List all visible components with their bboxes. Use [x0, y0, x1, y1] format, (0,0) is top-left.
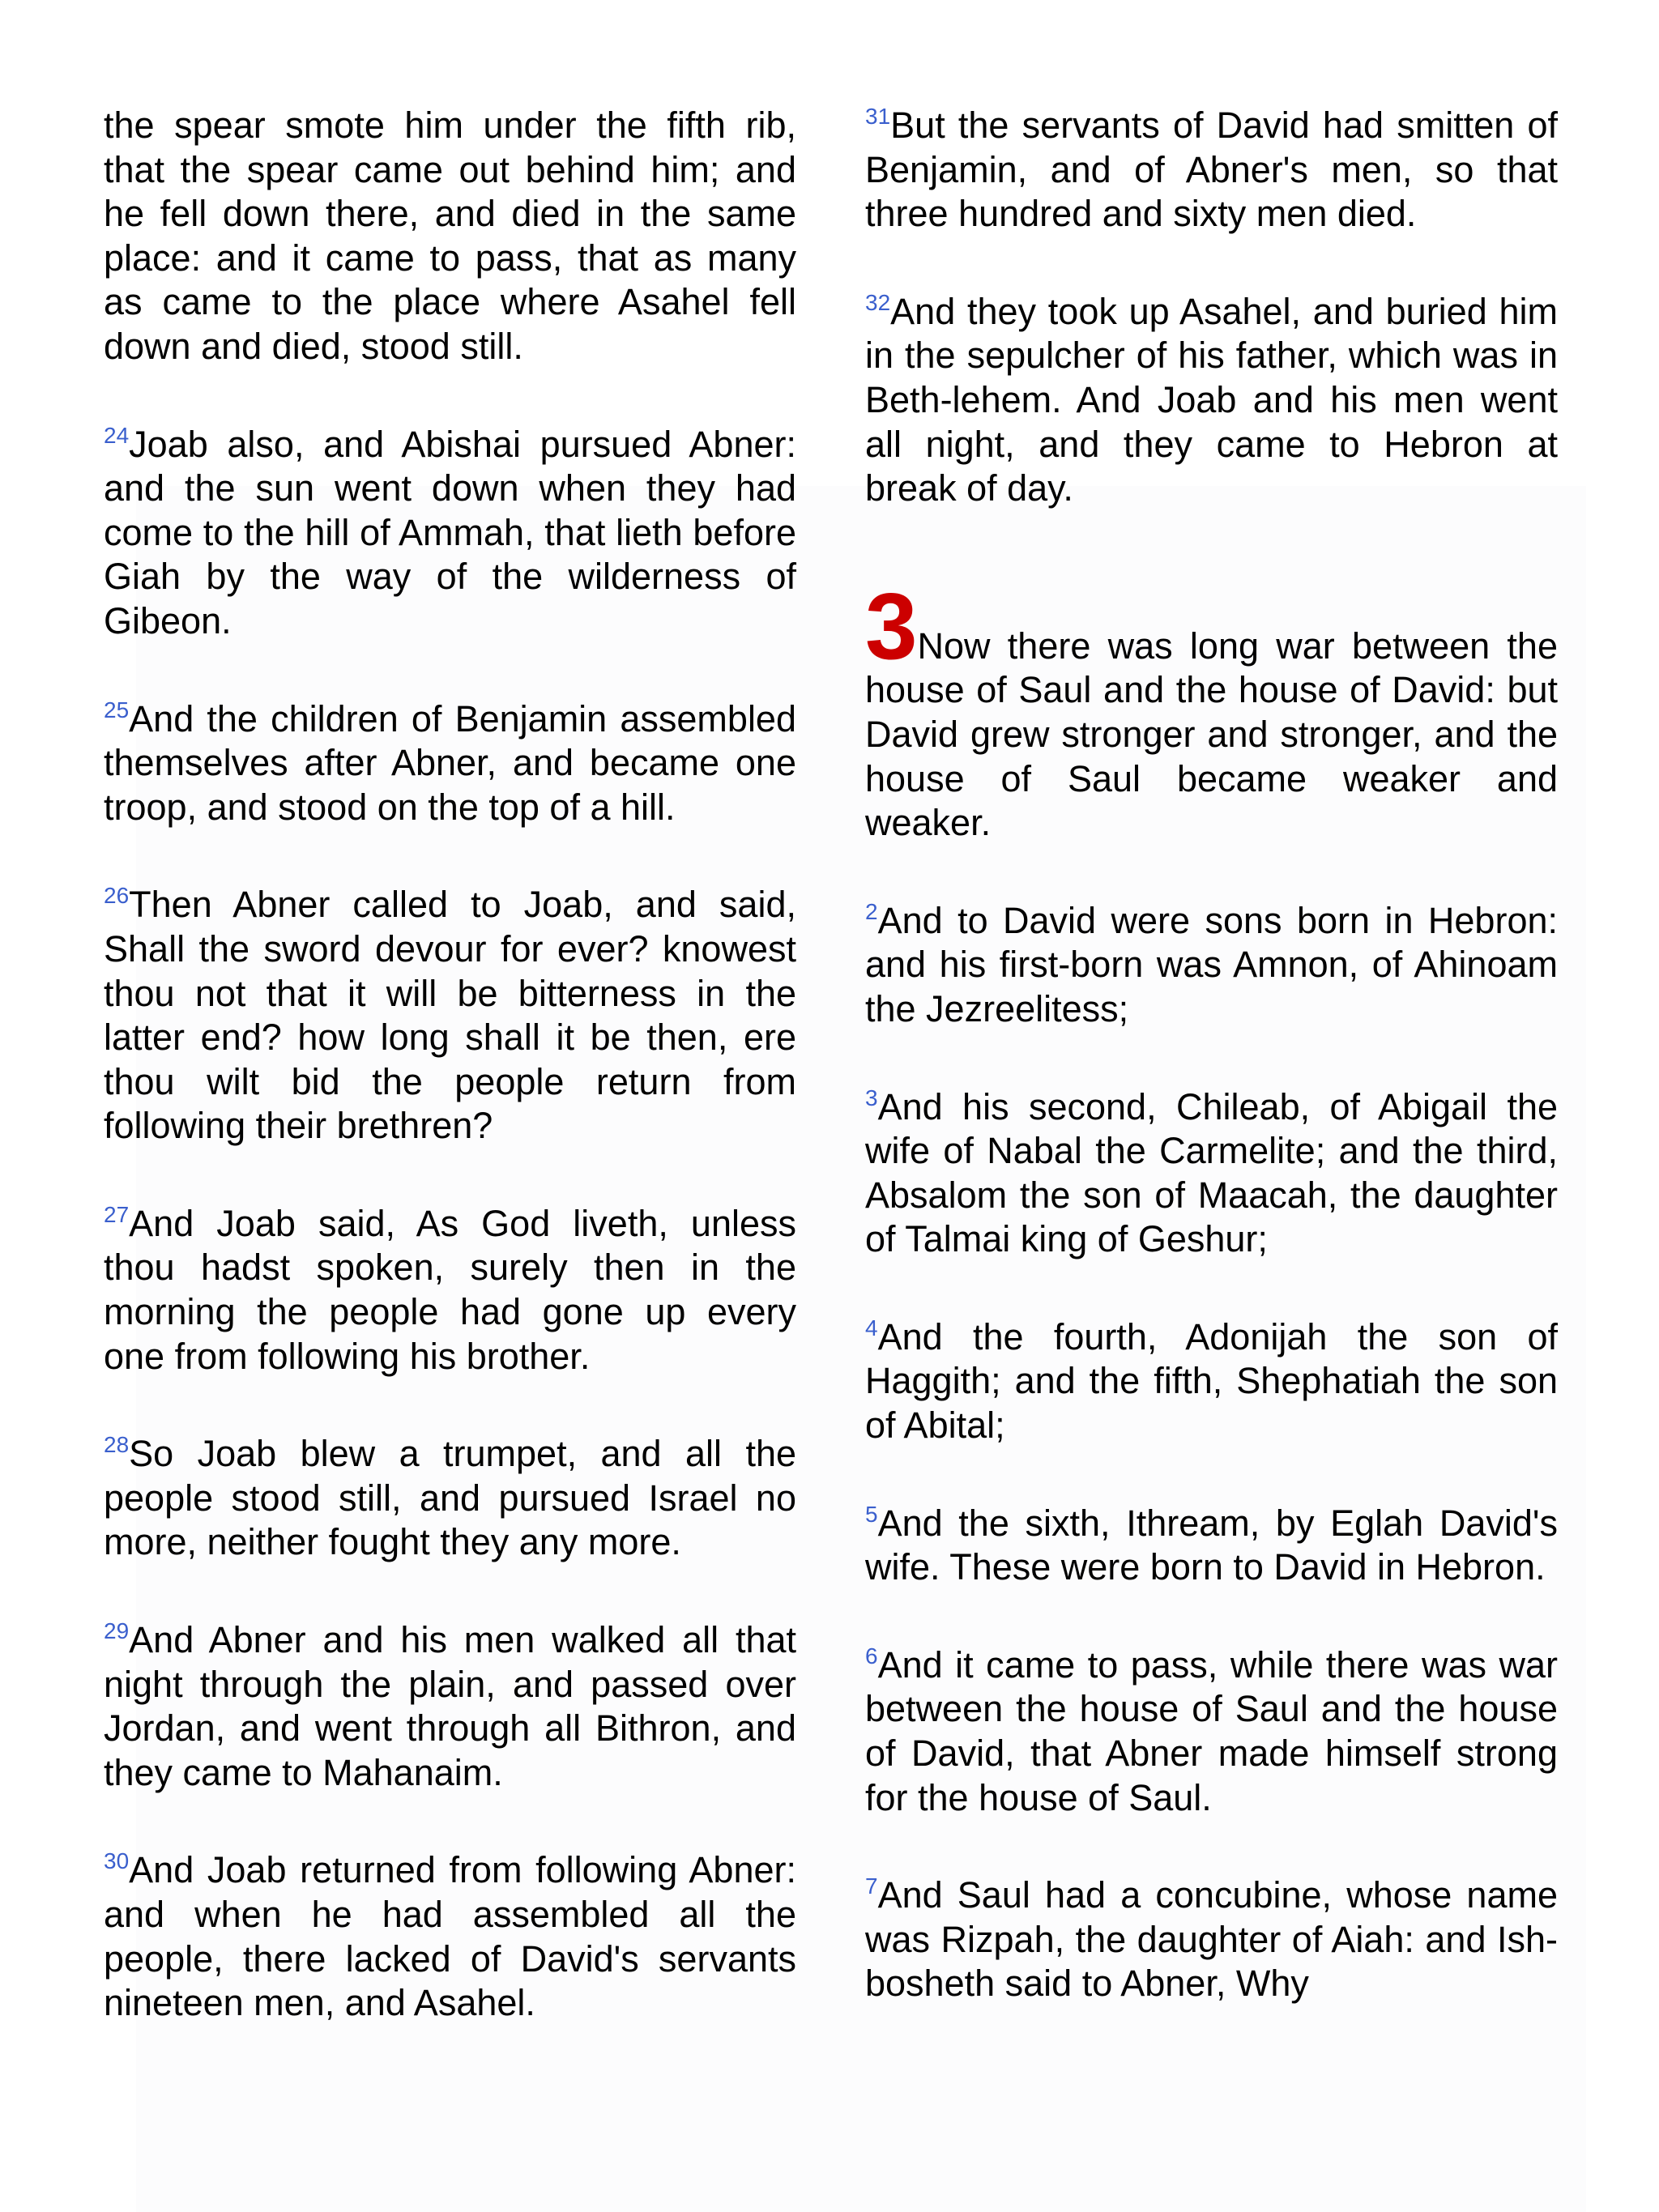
verse-number: 29: [104, 1618, 130, 1644]
verse-number: 31: [865, 104, 891, 129]
verse-number: 3: [865, 1085, 878, 1110]
verse-6: [865, 1643, 1558, 1820]
verse-text: So Joab blew a trumpet, and all the people stood still, and pursued Israel no more, neither fought they any more.: [104, 1433, 796, 1563]
verse-text: the spear smote him under the fifth rib, that the spear came out behind him; and he fell down there, and died in the same place: and it came to pass, that as many as came to the place where Asahel fell down and died, stood still.: [104, 104, 796, 367]
verse-number: 32: [865, 289, 891, 315]
verse-4: [865, 1315, 1558, 1448]
verse-text: And his second, Chileab, of Abigail the wife of Nabal the Carmelite; and the third, Absalom the son of Maacah, the daughter of Talmai king of Geshur;: [865, 1085, 1558, 1260]
verse-text: And Abner and his men walked all that night through the plain, and passed over Jordan, and went through all Bithron, and they came to Mahanaim.: [104, 1619, 796, 1793]
left-column: [104, 104, 796, 2079]
verse-number: 27: [104, 1201, 130, 1227]
verse-text: And Joab returned from following Abner: and when he had assembled all the people, there lacked of David's servants nineteen men, and Asahel.: [104, 1849, 796, 2024]
verse-number: 5: [865, 1501, 878, 1527]
verse-text: And the fourth, Adonijah the son of Haggith; and the fifth, Shephatiah the son of Abital;: [865, 1315, 1558, 1447]
chapter-3-verse-1: [865, 573, 1558, 846]
verse-24: [104, 423, 796, 644]
verse-number: 7: [865, 1873, 878, 1899]
verse-29: [104, 1618, 796, 1795]
verse-text: And the sixth, Ithream, by Eglah David's wife. These were born to David in Hebron.: [865, 1502, 1558, 1588]
right-column: [865, 104, 1558, 2060]
verse-5: [865, 1502, 1558, 1590]
verse-30: [104, 1848, 796, 2025]
verse-text: And Saul had a concubine, whose name was Rizpah, the daughter of Aiah: and Ish-bosheth said to Abner, Why: [865, 1874, 1558, 2005]
verse-7: [865, 1873, 1558, 2006]
verse-text: And to David were sons born in Hebron: and his first-born was Amnon, of Ahinoam the Jezreelitess;: [865, 899, 1558, 1029]
verse-26: [104, 883, 796, 1149]
verse-continuation: [104, 104, 796, 369]
verse-31: [865, 104, 1558, 237]
verse-2: [865, 899, 1558, 1032]
verse-number: 2: [865, 898, 878, 924]
verse-3: [865, 1085, 1558, 1262]
verse-25: [104, 697, 796, 830]
verse-text: Now there was long war between the house of Saul and the house of David: but David grew stronger and stronger, and the house of Saul became weaker and weaker.: [865, 624, 1558, 844]
verse-32: [865, 290, 1558, 511]
verse-text: And the children of Benjamin assembled themselves after Abner, and became one troop, and stood on the top of a hill.: [104, 697, 796, 828]
verse-text: And Joab said, As God liveth, unless thou hadst spoken, surely then in the morning the people had gone up every one from following his brother.: [104, 1202, 796, 1377]
verse-number: 6: [865, 1643, 878, 1669]
verse-text: And they took up Asahel, and buried him in the sepulcher of his father, which was in Beth-lehem. And Joab and his men went all night, and they came to Hebron at break of day.: [865, 290, 1558, 509]
verse-text: But the servants of David had smitten of Benjamin, and of Abner's men, so that three hundred and sixty men died.: [865, 104, 1558, 235]
verse-27: [104, 1202, 796, 1379]
verse-number: 24: [104, 422, 130, 448]
verse-text: Joab also, and Abishai pursued Abner: and the sun went down when they had come to the hill of Ammah, that lieth before Giah by the way of the wilderness of Gibeon.: [104, 423, 796, 641]
verse-text: And it came to pass, while there was war between the house of Saul and the house of David, that Abner made himself strong for the house of Saul.: [865, 1643, 1558, 1818]
verse-number: 26: [104, 883, 130, 909]
chapter-number: 3: [865, 573, 918, 679]
verse-number: 25: [104, 697, 130, 722]
verse-number: 4: [865, 1315, 878, 1340]
verse-28: [104, 1432, 796, 1565]
verse-number: 28: [104, 1432, 130, 1458]
verse-text: Then Abner called to Joab, and said, Shall the sword devour for ever? knowest thou not that it will be bitterness in the latter end? how long shall it be then, ere thou wilt bid the people return from following their brethren?: [104, 884, 796, 1147]
verse-number: 30: [104, 1848, 130, 1874]
